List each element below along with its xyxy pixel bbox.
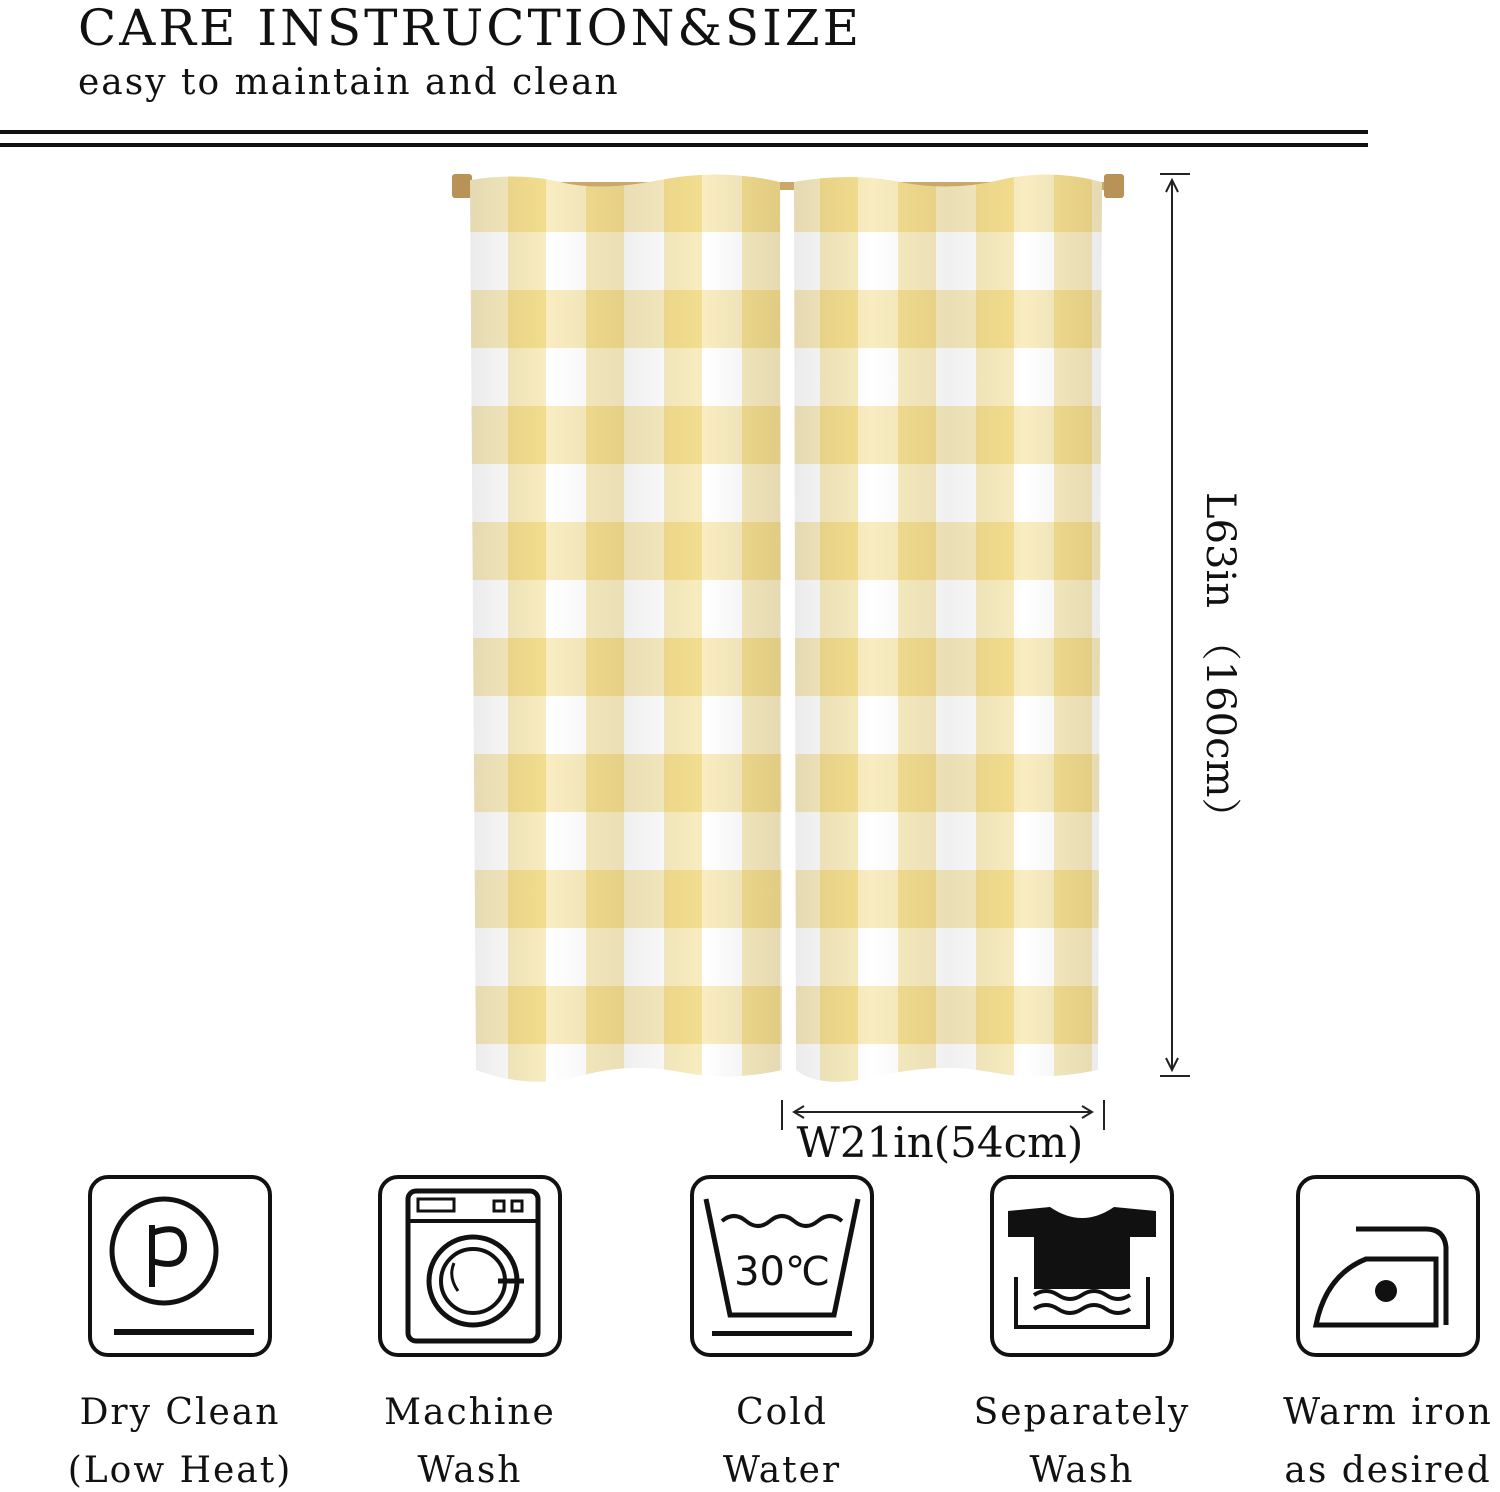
- care-label-line1: Separately: [973, 1392, 1191, 1433]
- care-label-line2: Wash: [417, 1450, 523, 1491]
- rod-end-right: [1104, 174, 1124, 198]
- care-label-line1: Warm iron: [1283, 1392, 1493, 1433]
- rod-end-left: [452, 174, 472, 198]
- wash-tub-icon: [690, 1175, 874, 1357]
- care-label-line2: (Low Heat): [67, 1450, 293, 1491]
- iron-icon: [1296, 1175, 1480, 1357]
- length-dimension-line: [1160, 174, 1190, 1076]
- washing-machine-icon: [378, 1175, 562, 1357]
- dry-clean-icon: [88, 1175, 272, 1357]
- care-label-line2: as desired: [1284, 1450, 1492, 1491]
- separate-wash-icon: [990, 1175, 1174, 1357]
- page-subtitle: easy to maintain and clean: [78, 62, 620, 103]
- care-label-line1: Machine: [384, 1392, 556, 1433]
- page-title: CARE INSTRUCTION&SIZE: [78, 0, 863, 57]
- wash-temperature: 30℃: [734, 1249, 830, 1295]
- length-label: L63in （160cm）: [1197, 492, 1243, 838]
- curtain-panel-right: [794, 174, 1102, 1081]
- curtain-panel-left: [470, 174, 782, 1081]
- care-label-line1: Cold: [736, 1392, 828, 1433]
- care-label-line1: Dry Clean: [79, 1392, 281, 1433]
- care-label-line2: Wash: [1029, 1450, 1135, 1491]
- care-label-line2: Water: [722, 1450, 842, 1491]
- width-label: W21in(54cm): [796, 1118, 1084, 1167]
